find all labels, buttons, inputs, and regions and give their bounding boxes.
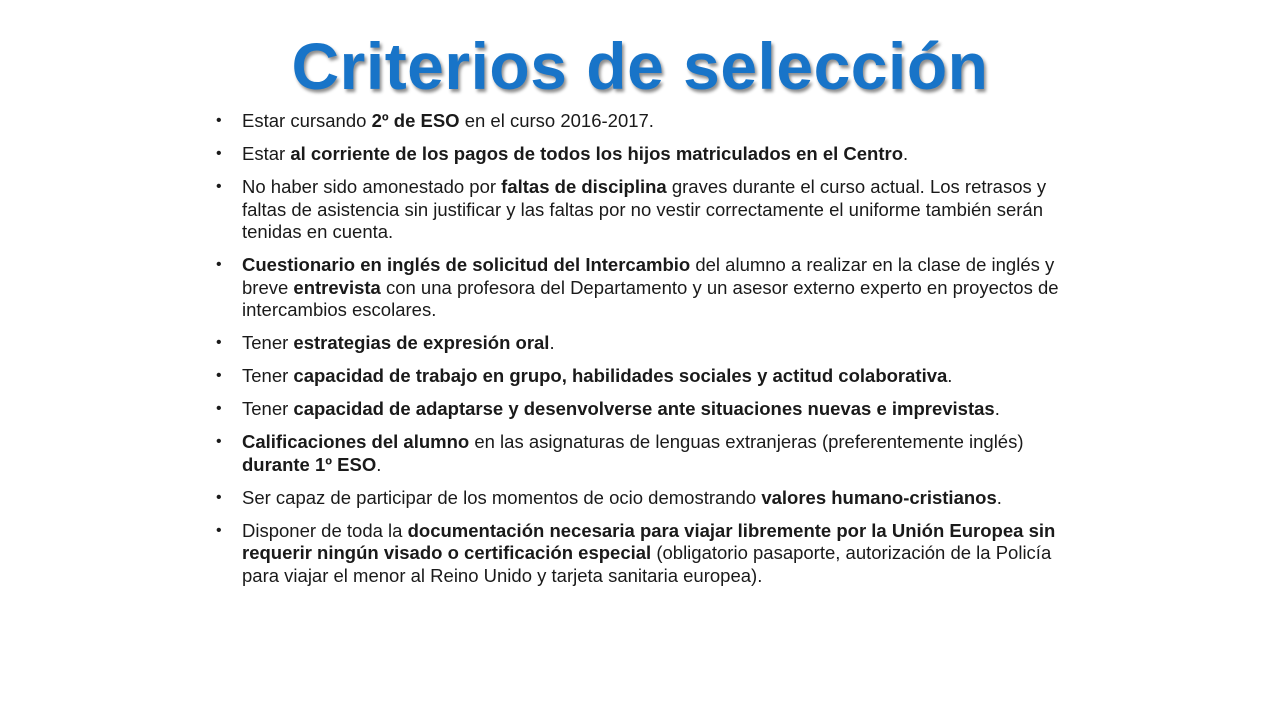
criteria-item [216, 254, 1066, 322]
criteria-text-segment: Tener [242, 365, 294, 386]
criteria-text [242, 487, 1002, 508]
criteria-text-segment: graves durante el curso actual. Los retrasos y faltas de asistencia sin justificar y las faltas por no vestir correctamente el uniforme también serán tenidas en cuenta. [242, 176, 1047, 242]
bullet-icon: • [216, 334, 222, 351]
criteria-text-segment: del alumno a realizar en la clase de inglés y breve [242, 254, 1055, 298]
criteria-text-segment: . [947, 365, 953, 386]
criteria-text-bold: estrategias de expresión oral [293, 332, 550, 353]
criteria-text-bold: al corriente de los pagos de todos los hijos matriculados en el Centro [290, 143, 904, 164]
criteria-item [216, 487, 1066, 510]
bullet-icon: • [216, 367, 222, 384]
criteria-text-bold: 2º de ESO [371, 110, 460, 131]
criteria-text-segment: Tener [242, 332, 294, 353]
criteria-text-segment: Estar [242, 143, 291, 164]
criteria-text-segment: en el curso 2016-2017. [459, 110, 654, 131]
criteria-text-bold: entrevista [293, 276, 381, 298]
criteria-text-segment: Tener [242, 398, 294, 419]
criteria-text [242, 520, 1055, 586]
criteria-text-segment: . [996, 486, 1002, 508]
criteria-text-segment: . [549, 332, 555, 353]
criteria-text-bold: capacidad de trabajo en grupo, habilidades sociales y actitud colaborativa [293, 365, 948, 386]
criteria-item [216, 431, 1066, 476]
criteria-text-segment: No haber sido amonestado por [242, 176, 502, 197]
criteria-text-segment: Disponer de toda la [242, 519, 408, 541]
criteria-text-bold: faltas de disciplina [501, 176, 667, 197]
criteria-text [242, 143, 908, 164]
slide-title: Criterios de selección [291, 29, 989, 103]
criteria-item [216, 520, 1066, 588]
criteria-text [242, 431, 1024, 475]
criteria-text-bold: Calificaciones del alumno [242, 431, 470, 452]
bullet-icon: • [216, 112, 222, 129]
criteria-item [216, 398, 1066, 421]
bullet-icon: • [216, 521, 222, 539]
criteria-text-bold: capacidad de adaptarse y desenvolverse ante situaciones nuevas e imprevistas [293, 398, 995, 419]
criteria-item [216, 332, 1066, 355]
criteria-text-bold: Cuestionario en inglés de solicitud del Intercambio [242, 254, 691, 275]
criteria-text [242, 365, 952, 386]
bullet-icon: • [216, 400, 222, 417]
criteria-text-bold: valores humano-cristianos [761, 486, 997, 508]
criteria-list [216, 110, 1066, 598]
criteria-text-segment: . [994, 398, 1000, 419]
bullet-icon: • [216, 145, 222, 162]
criteria-item [216, 176, 1066, 244]
criteria-text-segment: Ser capaz de participar de los momentos de ocio demostrando [242, 486, 762, 508]
criteria-text [242, 176, 1046, 242]
criteria-text-segment: con una profesora del Departamento y un asesor externo experto en proyectos de intercambios escolares. [242, 276, 1059, 320]
bullet-icon: • [216, 488, 222, 506]
criteria-item [216, 143, 1066, 166]
criteria-text [242, 332, 555, 353]
criteria-text-segment: (obligatorio pasaporte, autorización de la Policía para viajar el menor al Reino Unido y tarjeta sanitaria europea). [242, 542, 1052, 586]
criteria-text-segment: . [903, 143, 909, 164]
bullet-icon: • [216, 433, 222, 450]
bullet-icon: • [216, 178, 222, 195]
criteria-text-segment: Estar cursando [242, 110, 372, 131]
criteria-text [242, 254, 1059, 320]
criteria-text [242, 398, 1000, 419]
criteria-text-segment: en las asignaturas de lenguas extranjeras (preferentemente inglés) [469, 431, 1024, 452]
criteria-text [242, 110, 654, 131]
criteria-item [216, 110, 1066, 133]
criteria-text-bold: documentación necesaria para viajar libremente por la Unión Europea sin requerir ningún visado o certificación especial [242, 519, 1056, 563]
criteria-text-bold: durante 1º ESO [242, 453, 377, 475]
criteria-text-segment: . [376, 453, 382, 475]
bullet-icon: • [216, 256, 222, 273]
criteria-item [216, 365, 1066, 388]
